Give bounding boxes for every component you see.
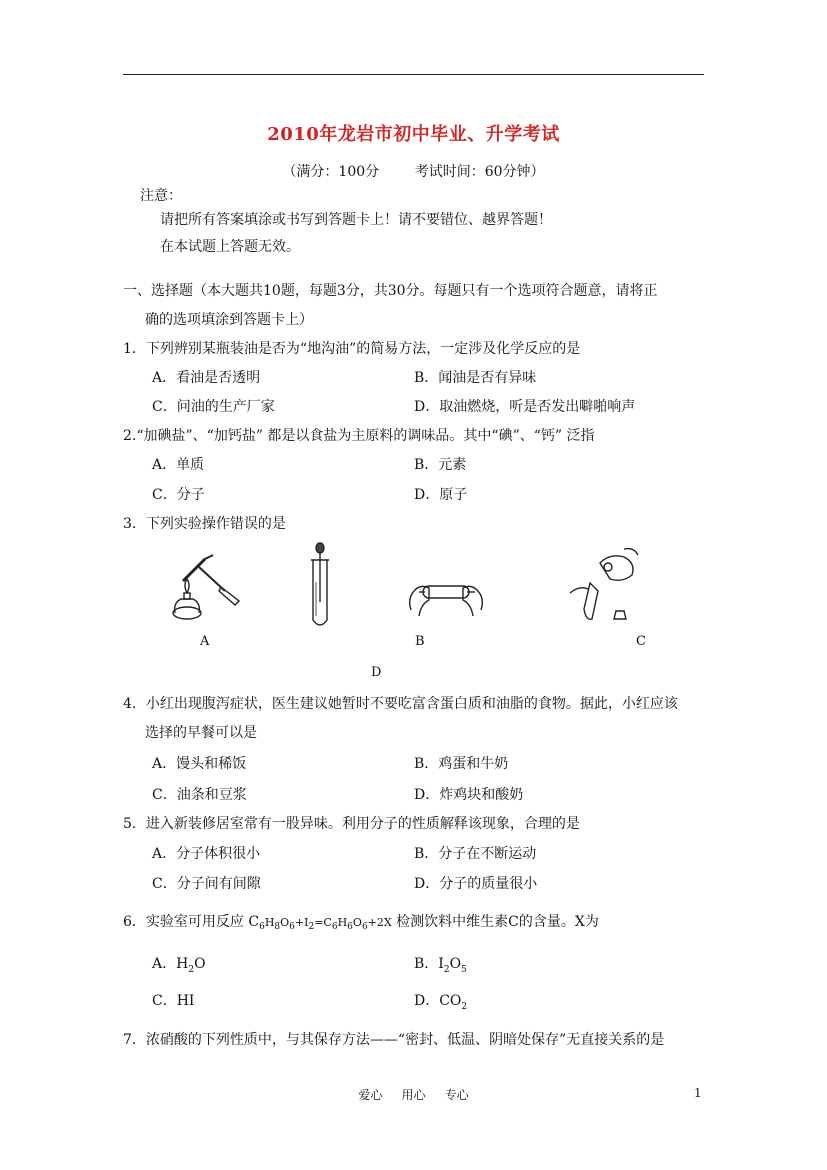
figure-label-c: C — [636, 634, 646, 649]
question-4-stem-line-1: 4．小红出现腹泻症状，医生建议她暂时不要吃富含蛋白质和油脂的食物。据此，小红应该 — [123, 696, 678, 712]
figure-label-a: A — [200, 634, 210, 649]
question-4-option-c: C．油条和豆浆 — [152, 787, 247, 803]
question-2-option-d: D．原子 — [414, 487, 468, 503]
question-6-option-a: A．$H_2O$ — [152, 956, 206, 975]
question-1-option-a: A．看油是否透明 — [152, 370, 261, 386]
lab-figure-pouring-reagent — [562, 545, 644, 625]
reaction-formula: $_6H_8O_6+I_2=C_6H_6O_6+2X$ — [259, 916, 392, 933]
question-5-option-c: C．分子间有间隙 — [152, 876, 261, 892]
lab-figure-dropper-tube — [305, 542, 335, 630]
question-1-option-c: C．问油的生产厂家 — [152, 399, 275, 415]
section-heading-line-2: 确的选项填涂到答题卡上） — [145, 312, 313, 328]
question-2-option-b: B．元素 — [414, 457, 467, 473]
question-1-option-b: B．闻油是否有异味 — [414, 370, 537, 386]
question-4-option-d: D．炸鸡块和酸奶 — [414, 787, 524, 803]
section-heading-line-1: 一、选择题（本大题共10题，每题3分，共30分。每题只有一个选项符合题意，请将正 — [123, 283, 658, 299]
question-2-option-c: C．分子 — [152, 487, 205, 503]
figure-label-b: B — [415, 634, 425, 649]
question-7-stem: 7．浓硝酸的下列性质中，与其保存方法——“密封、低温、阴暗处保存”无直接关系的是 — [123, 1032, 665, 1048]
question-6-option-b: B．$I_2O_5$ — [414, 956, 467, 975]
lab-figure-hands-tube — [405, 570, 487, 622]
question-5-stem: 5．进入新装修居室常有一股异味。利用分子的性质解释该现象，合理的是 — [123, 816, 580, 832]
question-5-option-a: A．分子体积很小 — [152, 846, 261, 862]
exam-meta: （满分：100分 考试时间：60分钟） — [282, 164, 545, 180]
page-title: 2010年龙岩市初中毕业、升学考试 — [267, 124, 560, 145]
question-2-stem: 2.“加碘盐”、“加钙盐” 都是以食盐为主原料的调味品。其中“碘”、“钙” 泛指 — [123, 428, 595, 444]
question-3-stem: 3．下列实验操作错误的是 — [123, 516, 286, 532]
question-4-option-a: A．馒头和稀饭 — [152, 756, 247, 772]
question-1-stem: 1．下列辨别某瓶装油是否为“地沟油”的简易方法，一定涉及化学反应的是 — [123, 341, 581, 357]
question-2-option-a: A．单质 — [152, 457, 205, 473]
question-6-stem-end: 检测饮料中维生素C的含量。X为 — [396, 914, 599, 930]
footer-text: 爱心 用心 专心 — [358, 1088, 469, 1102]
question-4-option-b: B．鸡蛋和牛奶 — [414, 756, 509, 772]
question-6-stem — [123, 912, 599, 937]
question-4-stem-line-2: 选择的早餐可以是 — [145, 725, 257, 741]
question-1-option-d: D．取油燃烧，听是否发出噼啪响声 — [414, 399, 636, 415]
notice-line-1: 请把所有答案填涂或书写到答题卡上！请不要错位、越界答题！ — [160, 212, 552, 228]
question-5-option-d: D．分子的质量很小 — [414, 876, 538, 892]
notice-label: 注意： — [140, 188, 182, 204]
question-6-stem-start: 6．实验室可用反应 C — [123, 914, 260, 930]
question-6-option-c: C．HI — [152, 993, 195, 1009]
figure-label-d: D — [371, 665, 382, 680]
question-5-option-b: B．分子在不断运动 — [414, 846, 537, 862]
page-number: 1 — [694, 1086, 702, 1100]
header-rule — [123, 74, 704, 75]
lab-figure-heating-tube — [165, 553, 247, 625]
notice-line-2: 在本试题上答题无效。 — [160, 239, 300, 255]
question-6-option-d: D．$CO_2$ — [414, 993, 468, 1012]
